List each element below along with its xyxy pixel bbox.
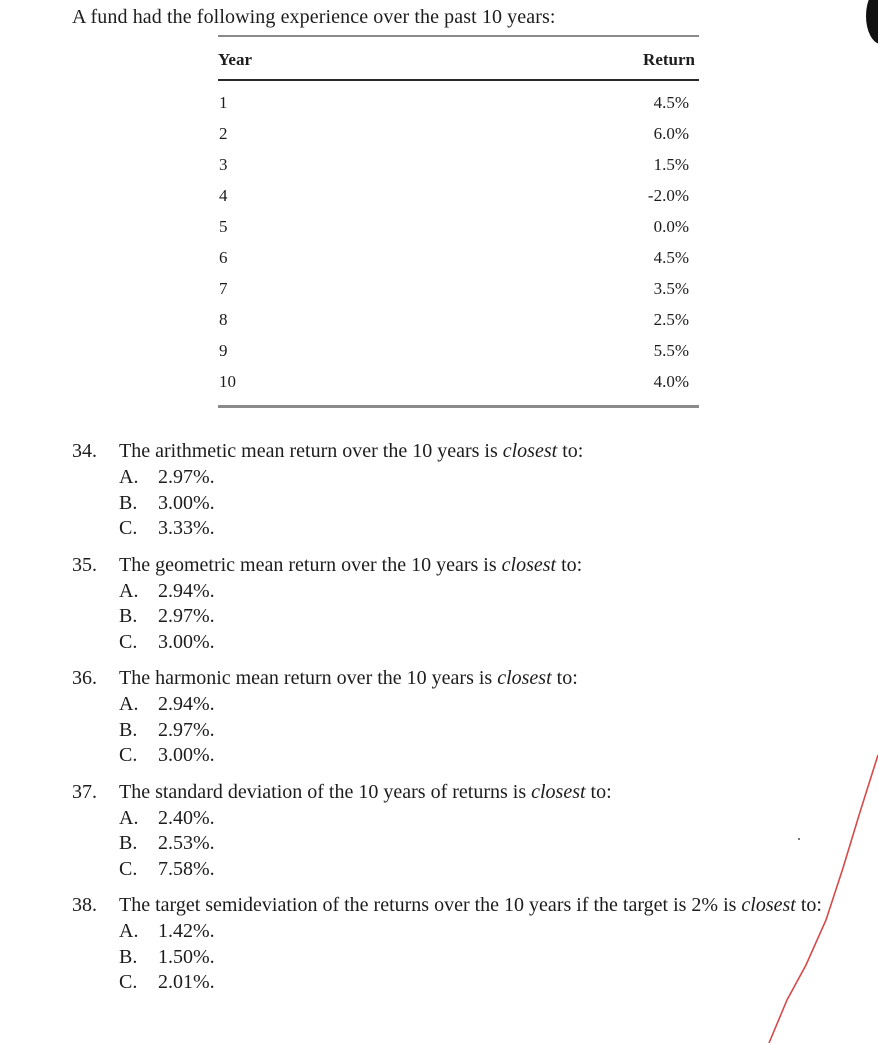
question-text-end: to: (556, 553, 583, 576)
option-letter: B. (119, 945, 138, 968)
cell-year: 3 (219, 155, 228, 174)
answer-option (72, 517, 872, 543)
cell-return: 4.0% (653, 372, 689, 391)
cell-year: 1 (219, 93, 228, 112)
question-text-end: to: (795, 894, 822, 916)
option-text: 2.97%. (158, 466, 215, 488)
answer-option (72, 971, 872, 997)
option-text: 2.53%. (158, 832, 215, 854)
question-text (119, 667, 578, 690)
table-row (218, 120, 699, 151)
cell-year: 8 (219, 310, 228, 329)
cell-year: 9 (219, 341, 228, 360)
header-return: Return (643, 50, 695, 69)
table-row (218, 89, 699, 120)
cell-return: 3.5% (653, 279, 689, 298)
option-text: 2.94%. (158, 693, 215, 715)
question-list (72, 440, 872, 1008)
question-38 (72, 894, 872, 997)
question-emphasis: closest (531, 780, 586, 803)
answer-option (72, 580, 872, 606)
question-stem (72, 554, 872, 580)
table-row (218, 244, 699, 275)
intro-text: A fund had the following experience over the past 10 years: (72, 6, 556, 28)
answer-option (72, 807, 872, 833)
answer-option (72, 719, 872, 745)
table-header (218, 37, 699, 81)
question-number: 36. (72, 667, 97, 689)
question-stem (72, 894, 872, 920)
answer-option (72, 492, 872, 518)
cell-return: 4.5% (653, 93, 689, 112)
cell-return: 1.5% (653, 155, 689, 174)
cell-return: 4.5% (653, 248, 689, 267)
question-text-main: The standard deviation of the 10 years of returns is (119, 780, 532, 803)
answer-option (72, 946, 872, 972)
question-text (119, 440, 583, 463)
question-text (119, 554, 582, 577)
question-text-main: The arithmetic mean return over the 10 years is (119, 440, 503, 462)
question-emphasis: closest (497, 667, 552, 689)
option-letter: C. (119, 971, 138, 993)
option-text: 2.94%. (158, 579, 215, 602)
question-text-end: to: (557, 440, 584, 462)
question-emphasis: closest (502, 440, 558, 462)
question-text-end: to: (551, 667, 578, 689)
question-number: 35. (72, 553, 97, 576)
question-stem (72, 667, 872, 693)
question-35 (72, 554, 872, 657)
answer-option (72, 832, 872, 858)
cell-return: 6.0% (653, 124, 689, 143)
table-bottom-rule (218, 405, 699, 408)
corner-shadow-mark (866, 0, 878, 44)
table-body (218, 81, 699, 405)
question-text-end: to: (585, 780, 612, 803)
answer-option (72, 693, 872, 719)
header-year: Year (218, 50, 252, 69)
option-letter: C. (119, 517, 138, 539)
question-number: 37. (72, 780, 97, 803)
cell-year: 7 (219, 279, 228, 298)
option-text: 7.58%. (158, 857, 215, 880)
cell-return: 5.5% (653, 341, 689, 360)
option-text: 3.00%. (158, 744, 215, 766)
cell-return: -2.0% (647, 186, 689, 205)
question-text-main: The harmonic mean return over the 10 years is (119, 667, 498, 689)
option-letter: B. (119, 605, 138, 627)
option-text: 1.50%. (158, 945, 215, 968)
cell-year: 5 (219, 217, 228, 236)
cell-return: 0.0% (653, 217, 689, 236)
table-row (218, 151, 699, 182)
option-letter: A. (119, 466, 139, 488)
cell-year: 10 (219, 372, 236, 391)
answer-option (72, 744, 872, 770)
question-36 (72, 667, 872, 770)
question-stem (72, 781, 872, 807)
cell-year: 4 (219, 186, 228, 205)
cell-year: 6 (219, 248, 228, 267)
table-row (218, 275, 699, 306)
cell-return: 2.5% (653, 310, 689, 329)
option-letter: A. (119, 579, 139, 602)
question-stem (72, 440, 872, 466)
question-text-main: The geometric mean return over the 10 years is (119, 553, 502, 576)
answer-option (72, 631, 872, 657)
option-text: 2.01%. (158, 971, 215, 993)
question-37 (72, 781, 872, 884)
option-letter: C. (119, 744, 138, 766)
returns-table (218, 35, 699, 408)
option-letter: A. (119, 920, 139, 942)
option-letter: B. (119, 832, 138, 854)
question-34 (72, 440, 872, 543)
option-letter: A. (119, 806, 139, 829)
cell-year: 2 (219, 124, 228, 143)
question-number: 38. (72, 894, 97, 916)
answer-option (72, 605, 872, 631)
option-text: 2.40%. (158, 806, 215, 829)
option-text: 3.00%. (158, 630, 215, 653)
option-letter: B. (119, 718, 138, 741)
option-text: 3.33%. (158, 517, 215, 539)
question-number: 34. (72, 440, 97, 462)
option-text: 1.42%. (158, 920, 215, 942)
question-text-main: The target semideviation of the returns over the 10 years if the target is 2% is (119, 894, 742, 916)
option-letter: A. (119, 693, 139, 715)
option-text: 2.97%. (158, 605, 215, 627)
stray-dot (798, 838, 800, 840)
question-text (119, 894, 822, 917)
question-text (119, 781, 612, 804)
table-row (218, 306, 699, 337)
table-row (218, 368, 699, 399)
table-row (218, 213, 699, 244)
option-letter: C. (119, 630, 138, 653)
answer-option (72, 858, 872, 884)
option-text: 3.00%. (158, 491, 215, 514)
answer-option (72, 466, 872, 492)
question-emphasis: closest (741, 894, 796, 916)
table-row (218, 337, 699, 368)
answer-option (72, 920, 872, 946)
table-row (218, 182, 699, 213)
option-letter: C. (119, 857, 138, 880)
option-text: 2.97%. (158, 718, 215, 741)
option-letter: B. (119, 491, 138, 514)
question-emphasis: closest (501, 553, 557, 576)
